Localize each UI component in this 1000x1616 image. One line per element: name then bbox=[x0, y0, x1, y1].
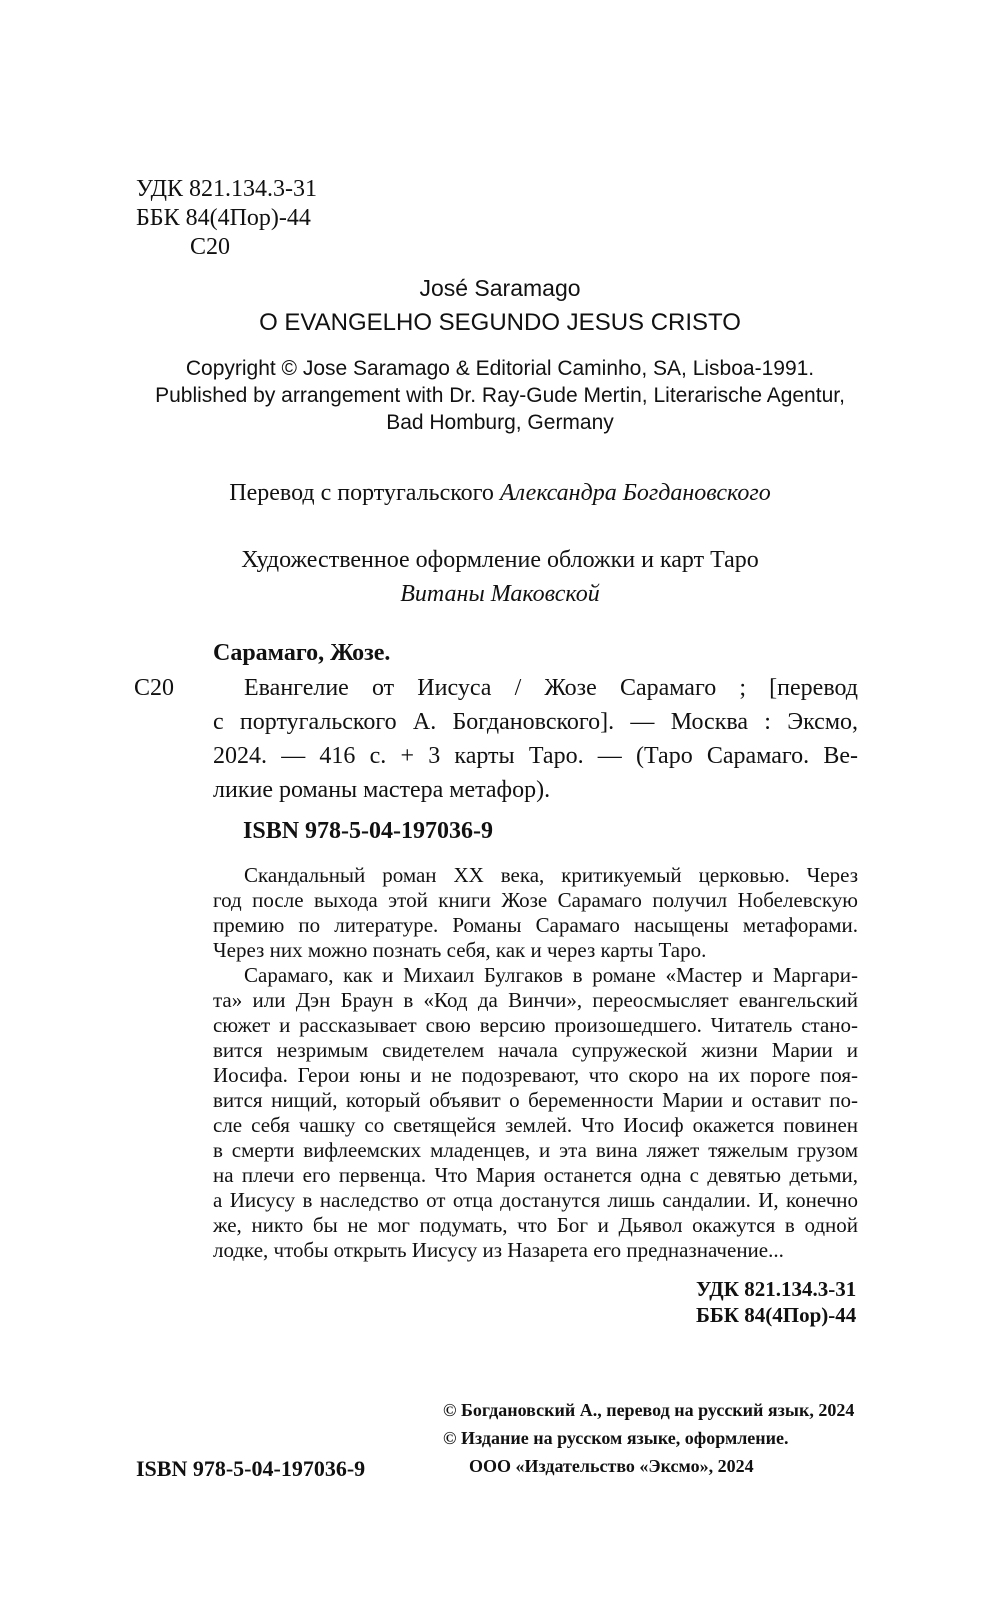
annotation-line-8: вится незримым свидетелем начала супружеской жизни Марии и bbox=[213, 1038, 858, 1062]
annotation-line-12: в смерти вифлеемских младенцев, и эта вина ляжет тяжелым грузом bbox=[213, 1138, 858, 1162]
translator-name: Александра Богдановского bbox=[499, 480, 771, 506]
annotation-line-11: сле себя чашку со светящейся землей. Что Иосиф окажется повинен bbox=[213, 1113, 858, 1137]
author-mark: С20 bbox=[190, 234, 231, 260]
footer-copyright-2: © Издание на русском языке, оформление. bbox=[443, 1428, 789, 1448]
bbk-code: ББК 84(4Пор)-44 bbox=[136, 205, 311, 231]
translation-prefix: Перевод с португальского bbox=[229, 480, 494, 506]
annotation-line-7: сюжет и рассказывает свою версию произошедшего. Читатель стано- bbox=[213, 1013, 858, 1037]
annotation-line-6: та» или Дэн Браун в «Код да Винчи», переосмысляет евангельский bbox=[213, 988, 858, 1012]
biblio-line-3: 2024. — 416 с. + 3 карты Таро. — (Таро Сарамаго. Ве- bbox=[213, 743, 858, 769]
footer-copyright-1: © Богдановский А., перевод на русский язык, 2024 bbox=[443, 1400, 855, 1420]
biblio-mark: С20 bbox=[134, 675, 175, 701]
footer-copyright-3: ООО «Издательство «Эксмо», 2024 bbox=[469, 1456, 754, 1476]
biblio-line-2: с португальского А. Богдановского]. — Москва : Эксмо, bbox=[213, 709, 858, 735]
annotation-line-1: Скандальный роман XX века, критикуемый церковью. Через bbox=[244, 863, 858, 887]
annotation-line-3: премию по литературе. Романы Сарамаго насыщены метафорами. bbox=[213, 913, 858, 937]
annotation-line-13: на плечи его первенца. Что Мария останется одна с девятью детьми, bbox=[213, 1163, 858, 1187]
udk-code: УДК 821.134.3-31 bbox=[136, 176, 317, 202]
index-bbk: ББК 84(4Пор)-44 bbox=[696, 1303, 857, 1327]
annotation-line-10: вится нищий, который объявит о беременности Марии и оставит по- bbox=[213, 1088, 858, 1112]
annotation-line-15: же, никто бы не мог подумать, что Бог и Дьявол окажутся в одной bbox=[213, 1213, 858, 1237]
annotation-line-16: лодке, чтобы открыть Иисусу из Назарета его предназначение... bbox=[213, 1238, 784, 1262]
biblio-line-4: ликие романы мастера метафор). bbox=[213, 777, 551, 803]
artist-name: Витаны Маковской bbox=[400, 581, 600, 607]
biblio-line-1: Евангелие от Иисуса / Жозе Сарамаго ; [перевод bbox=[244, 675, 858, 701]
copyright-line-2: Published by arrangement with Dr. Ray-Gude Mertin, Literarische Agentur, bbox=[155, 384, 845, 407]
copyright-line-3: Bad Homburg, Germany bbox=[386, 411, 614, 434]
footer-isbn: ISBN 978-5-04-197036-9 bbox=[136, 1456, 366, 1481]
design-credit: Художественное оформление обложки и карт Таро bbox=[241, 547, 759, 573]
annotation-line-4: Через них можно познать себя, как и через карты Таро. bbox=[213, 938, 707, 962]
biblio-isbn: ISBN 978-5-04-197036-9 bbox=[243, 818, 493, 844]
original-author: José Saramago bbox=[419, 275, 581, 301]
translation-line bbox=[0, 480, 1000, 507]
annotation-line-2: год после выхода этой книги Жозе Сарамаго получил Нобелевскую bbox=[213, 888, 858, 912]
original-title: O EVANGELHO SEGUNDO JESUS CRISTO bbox=[259, 309, 741, 336]
annotation-line-9: Иосифа. Герои юны и не подозревают, что скоро на их пороге поя- bbox=[213, 1063, 858, 1087]
biblio-heading: Сарамаго, Жозе. bbox=[213, 640, 391, 666]
index-udk: УДК 821.134.3-31 bbox=[696, 1277, 857, 1301]
annotation-line-14: а Иисусу в наследство от отца достанутся лишь сандалии. И, конечно bbox=[213, 1188, 858, 1212]
annotation-line-5: Сарамаго, как и Михаил Булгаков в романе «Мастер и Маргари- bbox=[244, 963, 858, 987]
copyright-line-1: Copyright © Jose Saramago & Editorial Caminho, SA, Lisboa-1991. bbox=[185, 357, 815, 380]
